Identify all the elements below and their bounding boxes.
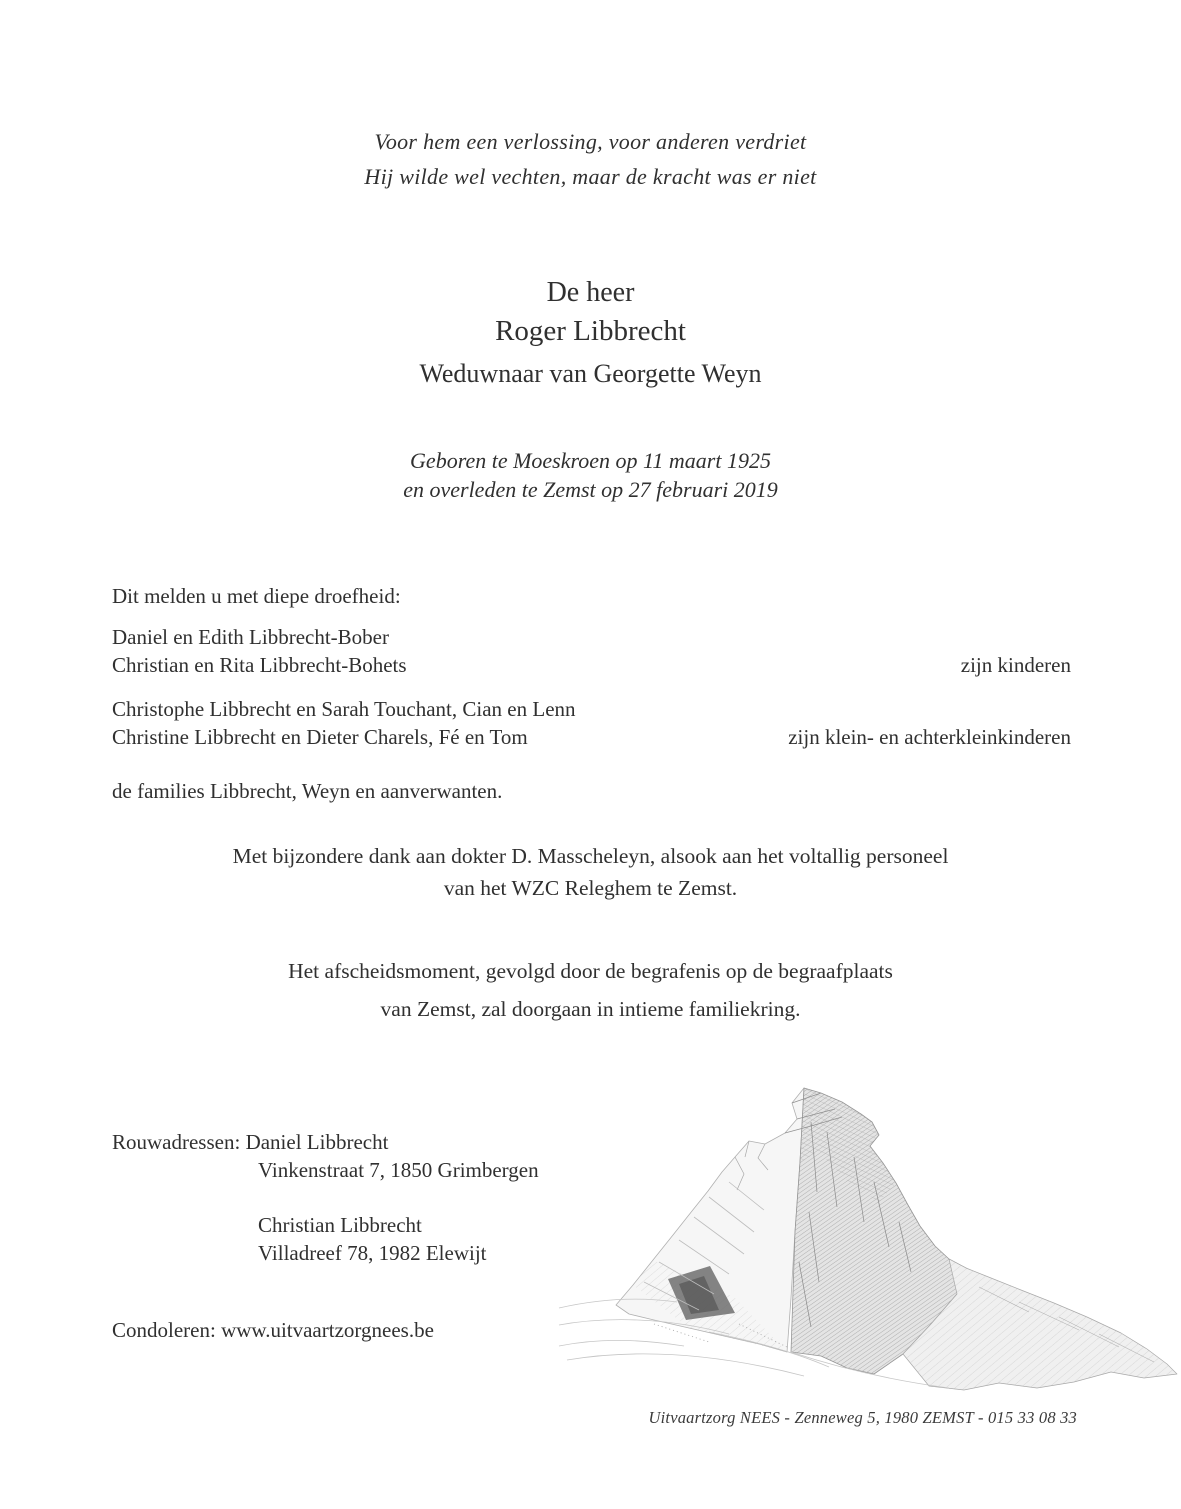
children-names (112, 623, 407, 679)
mourning-address-entry-1 (112, 1128, 539, 1156)
opening-quote (0, 124, 1181, 194)
acknowledgement-line-2: van het WZC Releghem te Zemst. (443, 876, 738, 900)
mourning-address-name: Daniel Libbrecht (245, 1130, 389, 1154)
grandchildren-names (112, 695, 576, 751)
deceased-name: Roger Libbrecht (495, 315, 686, 347)
mourning-addresses-label: Rouwadressen: (112, 1130, 241, 1154)
condolences-website: www.uitvaartzorgnees.be (221, 1318, 434, 1342)
deceased-salutation: De heer (546, 277, 635, 308)
acknowledgement-line-1: Met bijzondere dank aan dokter D. Masscheleyn, alsook aan het voltallig personeel (232, 844, 949, 868)
mourning-address-name: Christian Libbrecht (258, 1213, 422, 1237)
ceremony-notice (0, 952, 1181, 1028)
grandchildren-name-line-2: Christine Libbrecht en Dieter Charels, Fé en Tom (112, 725, 528, 749)
funeral-home-footer: Uitvaartzorg NEES - Zenneweg 5, 1980 ZEMST - 015 33 08 33 (648, 1408, 1077, 1427)
mourning-addresses (112, 1128, 539, 1267)
condolences-label: Condoleren: (112, 1318, 216, 1342)
children-name-line-1: Daniel en Edith Libbrecht-Bober (112, 625, 389, 649)
death-line: en overleden te Zemst op 27 februari 2019 (403, 477, 778, 502)
children-name-line-2: Christian en Rita Libbrecht-Bohets (112, 653, 407, 677)
life-dates (0, 446, 1181, 504)
birth-line: Geboren te Moeskroen op 11 maart 1925 (410, 448, 771, 473)
ceremony-line-1: Het afscheidsmoment, gevolgd door de begrafenis op de begraafplaats (288, 959, 893, 983)
mourning-address-street: Vinkenstraat 7, 1850 Grimbergen (258, 1158, 539, 1182)
quote-line-1: Voor hem een verlossing, voor anderen verdriet (374, 129, 807, 154)
announcement-line: Dit melden u met diepe droefheid: (112, 584, 401, 608)
matterhorn-sketch-illustration (558, 1062, 1180, 1392)
condolences-line (112, 1318, 434, 1342)
families-line: de families Libbrecht, Weyn en aanverwanten. (112, 779, 503, 803)
children-relation-label: zijn kinderen (960, 653, 1071, 677)
mourning-address-street: Villadreef 78, 1982 Elewijt (258, 1241, 487, 1265)
grandchildren-name-line-1: Christophe Libbrecht en Sarah Touchant, Cian en Lenn (112, 697, 576, 721)
deceased-relation: Weduwnaar van Georgette Weyn (419, 359, 762, 388)
ceremony-line-2: van Zemst, zal doorgaan in intieme familiekring. (380, 997, 801, 1021)
acknowledgement (0, 840, 1181, 904)
quote-line-2: Hij wilde wel vechten, maar de kracht was er niet (364, 164, 817, 189)
grandchildren-relation-label: zijn klein- en achterkleinkinderen (788, 725, 1071, 749)
